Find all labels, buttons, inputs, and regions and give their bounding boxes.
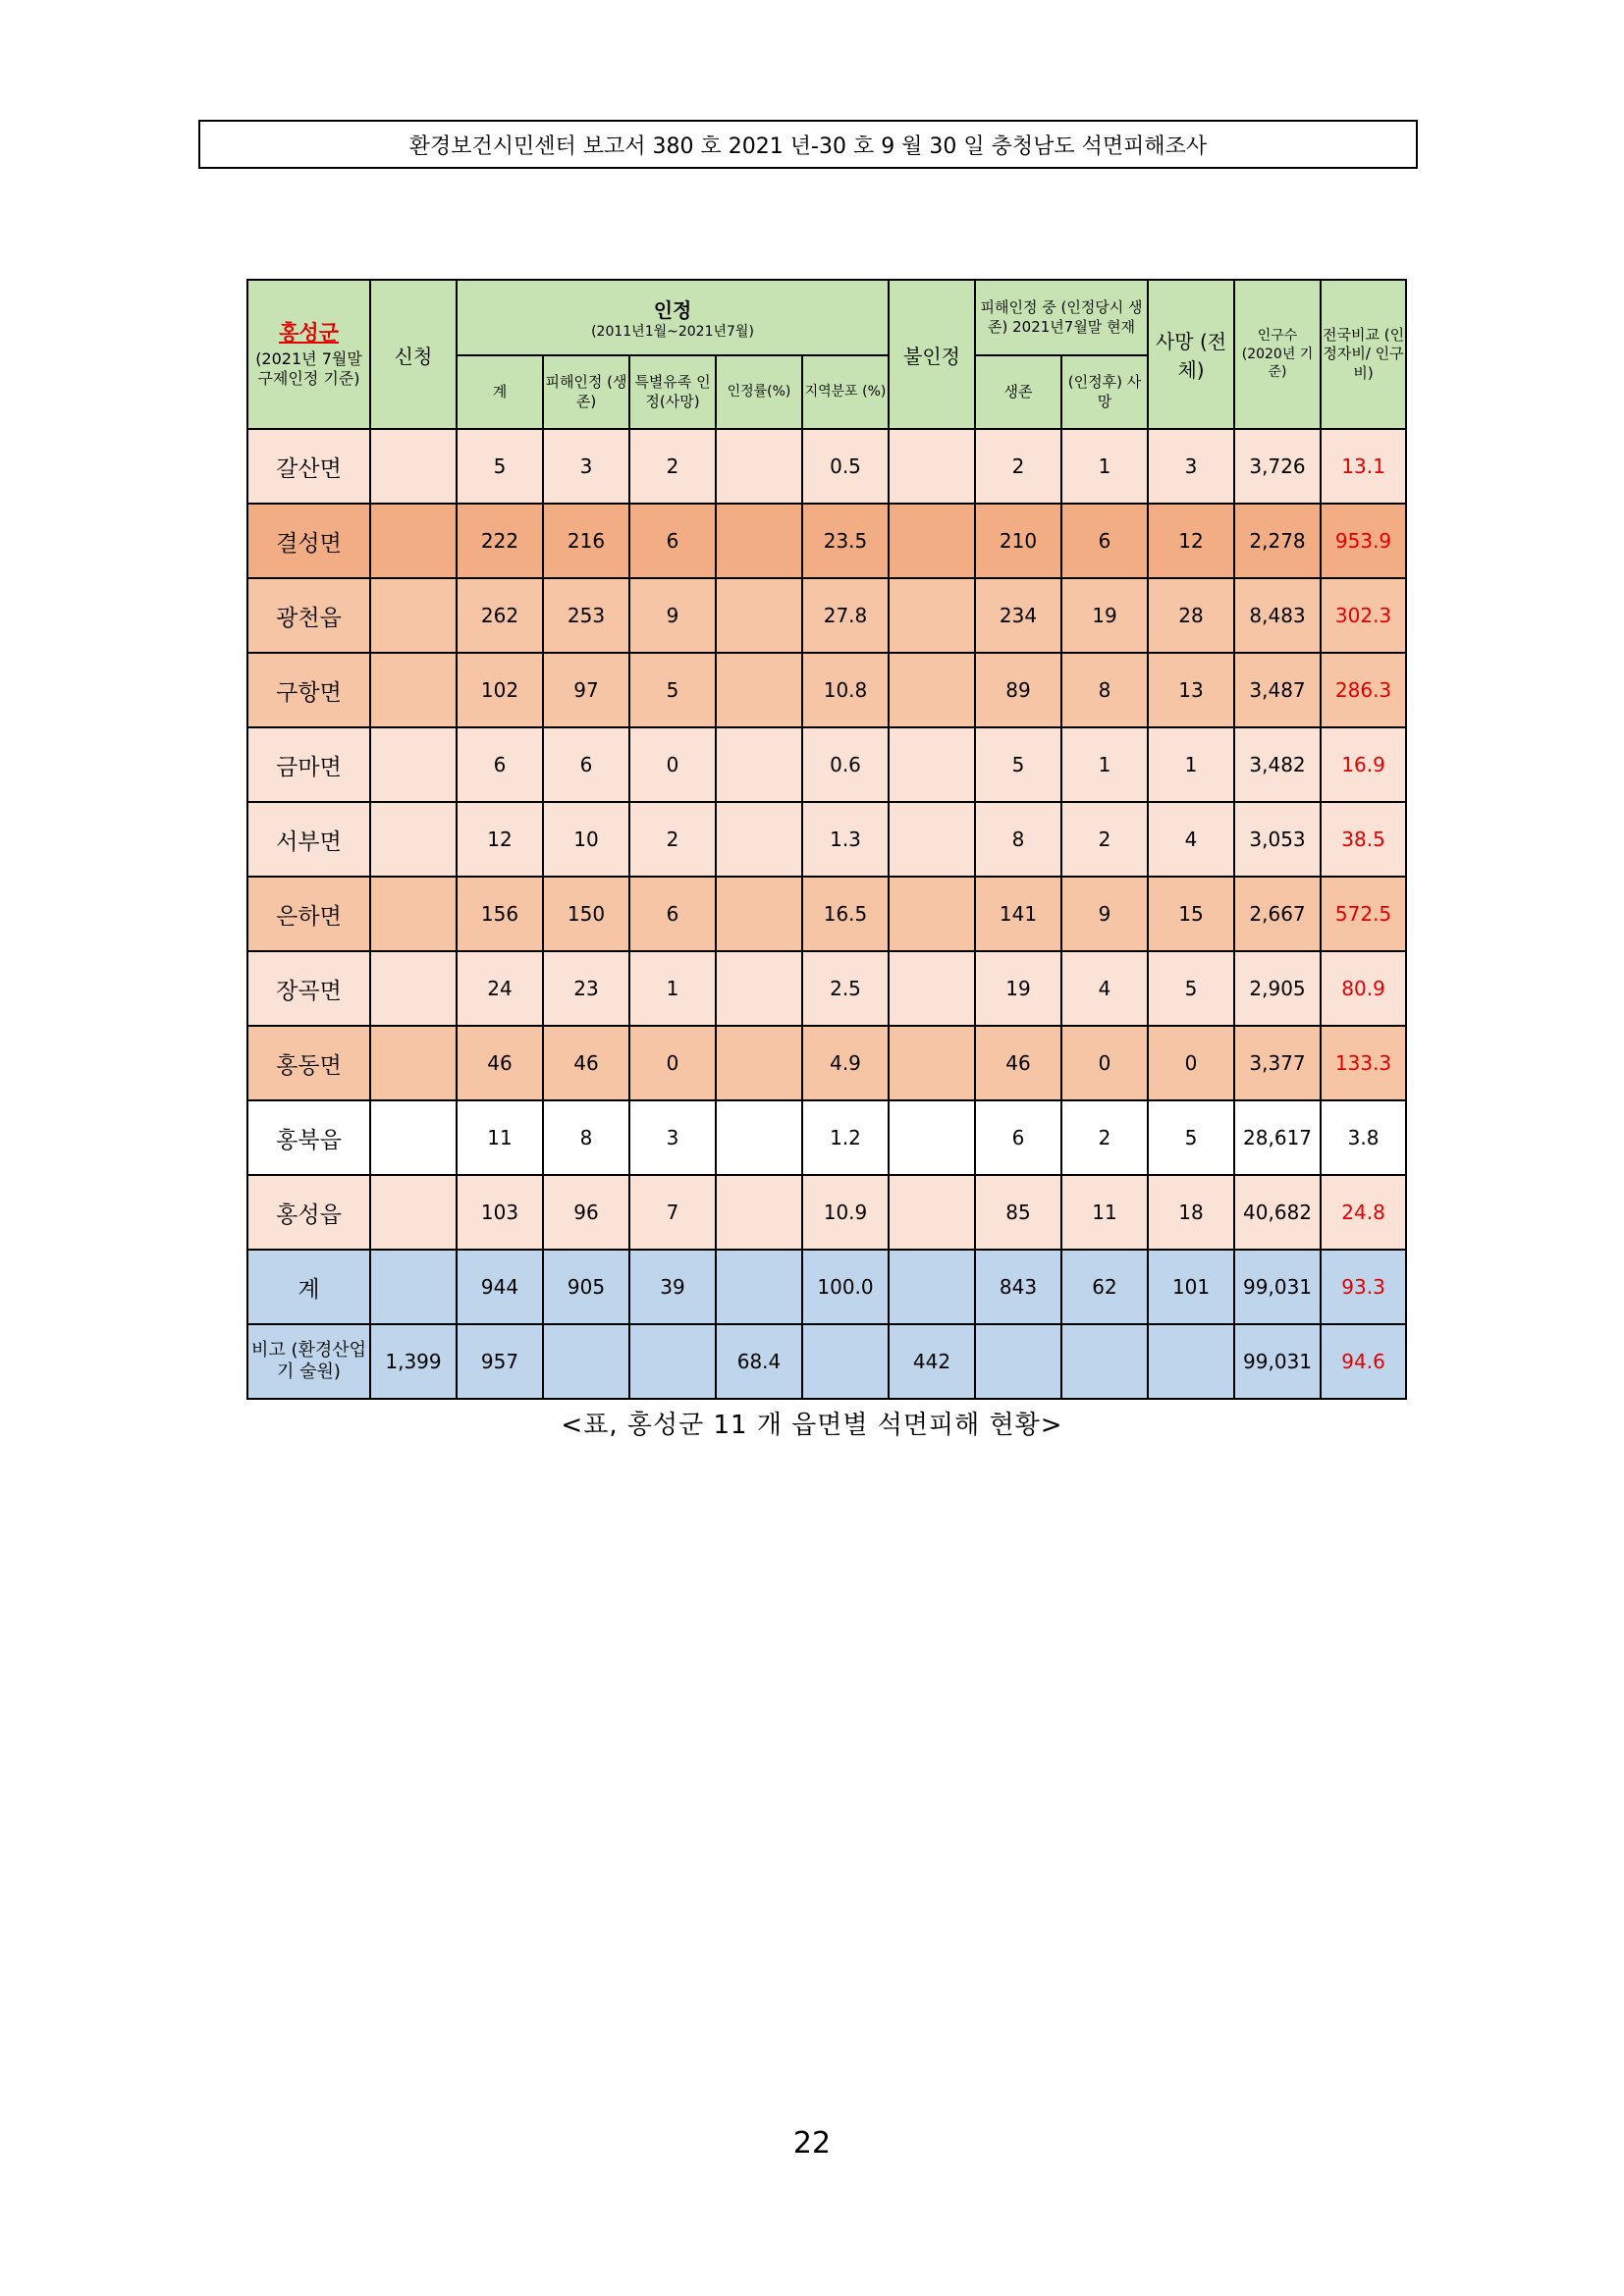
cell-rate xyxy=(716,1250,802,1324)
row-region-name: 장곡면 xyxy=(247,951,370,1026)
cell-alive: 210 xyxy=(975,504,1061,578)
cell-total: 222 xyxy=(457,504,543,578)
cell-apply xyxy=(370,578,457,653)
cell-population: 3,482 xyxy=(1234,727,1321,802)
cell-apply xyxy=(370,1175,457,1250)
cell-regional: 23.5 xyxy=(802,504,889,578)
cell-rate xyxy=(716,802,802,877)
cell-death-total: 3 xyxy=(1148,429,1234,504)
cell-death-total: 101 xyxy=(1148,1250,1234,1324)
cell-regional: 2.5 xyxy=(802,951,889,1026)
cell-denied xyxy=(889,429,975,504)
header-alive: 생존 xyxy=(975,355,1061,429)
cell-apply xyxy=(370,802,457,877)
cell-death-total: 15 xyxy=(1148,877,1234,951)
cell-death-total: 18 xyxy=(1148,1175,1234,1250)
header-denied: 불인정 xyxy=(889,280,975,429)
table-body xyxy=(247,429,1406,1399)
cell-ratio: 3.8 xyxy=(1321,1100,1406,1175)
row-region-name: 금마면 xyxy=(247,727,370,802)
cell-alive: 46 xyxy=(975,1026,1061,1100)
cell-regional xyxy=(802,1324,889,1399)
header-county: 홍성군 xyxy=(279,320,339,345)
cell-denied xyxy=(889,1250,975,1324)
cell-denied xyxy=(889,653,975,727)
cell-died-after: 6 xyxy=(1061,504,1148,578)
cell-total: 46 xyxy=(457,1026,543,1100)
cell-denied xyxy=(889,877,975,951)
cell-death-total: 5 xyxy=(1148,951,1234,1026)
header-victim: 피해인정 (생존) xyxy=(543,355,629,429)
cell-special: 9 xyxy=(629,578,716,653)
header-apply: 신청 xyxy=(370,280,457,429)
cell-special: 2 xyxy=(629,802,716,877)
cell-denied xyxy=(889,1026,975,1100)
header-current: 피해인정 중 (인정당시 생존) 2021년7월말 현재 xyxy=(975,280,1148,355)
cell-death-total: 1 xyxy=(1148,727,1234,802)
report-header-text: 환경보건시민센터 보고서 380 호 2021 년-30 호 9 월 30 일 충청남도 석면피해조사 xyxy=(408,133,1208,159)
table-row xyxy=(247,727,1406,802)
cell-died-after xyxy=(1061,1324,1148,1399)
cell-rate xyxy=(716,504,802,578)
cell-apply xyxy=(370,429,457,504)
cell-died-after: 2 xyxy=(1061,802,1148,877)
cell-denied xyxy=(889,1175,975,1250)
cell-ratio: 953.9 xyxy=(1321,504,1406,578)
cell-victim: 150 xyxy=(543,877,629,951)
header-total: 계 xyxy=(457,355,543,429)
cell-died-after: 9 xyxy=(1061,877,1148,951)
header-region xyxy=(247,280,370,429)
cell-ratio: 302.3 xyxy=(1321,578,1406,653)
row-region-name: 홍동면 xyxy=(247,1026,370,1100)
row-region-name: 서부면 xyxy=(247,802,370,877)
cell-died-after: 62 xyxy=(1061,1250,1148,1324)
cell-died-after: 4 xyxy=(1061,951,1148,1026)
cell-regional: 0.6 xyxy=(802,727,889,802)
cell-special: 39 xyxy=(629,1250,716,1324)
cell-alive: 2 xyxy=(975,429,1061,504)
table-row xyxy=(247,951,1406,1026)
report-header xyxy=(198,120,1418,169)
table-row xyxy=(247,1324,1406,1399)
cell-regional: 10.8 xyxy=(802,653,889,727)
cell-victim: 216 xyxy=(543,504,629,578)
cell-ratio: 24.8 xyxy=(1321,1175,1406,1250)
cell-total: 11 xyxy=(457,1100,543,1175)
cell-special: 1 xyxy=(629,951,716,1026)
cell-apply xyxy=(370,727,457,802)
header-region-sub: (2021년 7월말 구제인정 기준) xyxy=(255,349,362,389)
cell-special: 6 xyxy=(629,877,716,951)
cell-total: 24 xyxy=(457,951,543,1026)
cell-victim: 3 xyxy=(543,429,629,504)
cell-death-total xyxy=(1148,1324,1234,1399)
cell-apply xyxy=(370,1100,457,1175)
cell-denied: 442 xyxy=(889,1324,975,1399)
cell-special: 3 xyxy=(629,1100,716,1175)
cell-alive xyxy=(975,1324,1061,1399)
cell-denied xyxy=(889,1100,975,1175)
cell-population: 40,682 xyxy=(1234,1175,1321,1250)
cell-total: 944 xyxy=(457,1250,543,1324)
cell-victim: 10 xyxy=(543,802,629,877)
cell-rate: 68.4 xyxy=(716,1324,802,1399)
cell-alive: 8 xyxy=(975,802,1061,877)
cell-population: 3,487 xyxy=(1234,653,1321,727)
cell-apply xyxy=(370,504,457,578)
cell-special xyxy=(629,1324,716,1399)
cell-alive: 234 xyxy=(975,578,1061,653)
table-row xyxy=(247,653,1406,727)
cell-regional: 27.8 xyxy=(802,578,889,653)
cell-rate xyxy=(716,1100,802,1175)
header-recognized-period: (2011년1월~2021년7월) xyxy=(591,323,754,340)
cell-special: 7 xyxy=(629,1175,716,1250)
row-region-name: 홍성읍 xyxy=(247,1175,370,1250)
cell-total: 102 xyxy=(457,653,543,727)
cell-regional: 0.5 xyxy=(802,429,889,504)
asbestos-table-container xyxy=(246,279,1405,1400)
table-row xyxy=(247,802,1406,877)
cell-alive: 6 xyxy=(975,1100,1061,1175)
cell-total: 156 xyxy=(457,877,543,951)
row-region-name: 광천읍 xyxy=(247,578,370,653)
cell-ratio: 80.9 xyxy=(1321,951,1406,1026)
cell-total: 5 xyxy=(457,429,543,504)
cell-rate xyxy=(716,653,802,727)
cell-population: 28,617 xyxy=(1234,1100,1321,1175)
cell-total: 957 xyxy=(457,1324,543,1399)
cell-died-after: 2 xyxy=(1061,1100,1148,1175)
cell-ratio: 13.1 xyxy=(1321,429,1406,504)
cell-rate xyxy=(716,877,802,951)
cell-ratio: 16.9 xyxy=(1321,727,1406,802)
table-row xyxy=(247,578,1406,653)
cell-apply: 1,399 xyxy=(370,1324,457,1399)
cell-victim xyxy=(543,1324,629,1399)
cell-apply xyxy=(370,951,457,1026)
table-row xyxy=(247,429,1406,504)
cell-rate xyxy=(716,578,802,653)
cell-regional: 10.9 xyxy=(802,1175,889,1250)
header-rate: 인정률(%) xyxy=(716,355,802,429)
cell-died-after: 8 xyxy=(1061,653,1148,727)
cell-population: 99,031 xyxy=(1234,1250,1321,1324)
header-special: 특별유족 인정(사망) xyxy=(629,355,716,429)
cell-rate xyxy=(716,1026,802,1100)
cell-total: 12 xyxy=(457,802,543,877)
cell-victim: 46 xyxy=(543,1026,629,1100)
header-recognized: 인정 xyxy=(653,297,692,322)
cell-victim: 97 xyxy=(543,653,629,727)
cell-population: 99,031 xyxy=(1234,1324,1321,1399)
cell-alive: 19 xyxy=(975,951,1061,1026)
cell-population: 2,278 xyxy=(1234,504,1321,578)
cell-death-total: 5 xyxy=(1148,1100,1234,1175)
table-row xyxy=(247,1100,1406,1175)
cell-ratio: 93.3 xyxy=(1321,1250,1406,1324)
cell-denied xyxy=(889,802,975,877)
cell-alive: 85 xyxy=(975,1175,1061,1250)
row-region-name: 갈산면 xyxy=(247,429,370,504)
cell-apply xyxy=(370,877,457,951)
cell-ratio: 38.5 xyxy=(1321,802,1406,877)
row-region-name: 결성면 xyxy=(247,504,370,578)
row-region-name: 비고 (환경산업기 술원) xyxy=(247,1324,370,1399)
cell-died-after: 1 xyxy=(1061,727,1148,802)
cell-special: 6 xyxy=(629,504,716,578)
cell-regional: 4.9 xyxy=(802,1026,889,1100)
cell-denied xyxy=(889,504,975,578)
cell-alive: 89 xyxy=(975,653,1061,727)
cell-alive: 843 xyxy=(975,1250,1061,1324)
cell-rate xyxy=(716,1175,802,1250)
cell-death-total: 0 xyxy=(1148,1026,1234,1100)
cell-death-total: 12 xyxy=(1148,504,1234,578)
row-region-name: 홍북읍 xyxy=(247,1100,370,1175)
header-recognized-group xyxy=(457,280,889,355)
cell-total: 262 xyxy=(457,578,543,653)
cell-death-total: 13 xyxy=(1148,653,1234,727)
table-row xyxy=(247,1250,1406,1324)
cell-ratio: 133.3 xyxy=(1321,1026,1406,1100)
cell-died-after: 19 xyxy=(1061,578,1148,653)
cell-total: 6 xyxy=(457,727,543,802)
cell-population: 3,726 xyxy=(1234,429,1321,504)
header-population: 인구수 (2020년 기준) xyxy=(1234,280,1321,429)
cell-victim: 8 xyxy=(543,1100,629,1175)
cell-victim: 96 xyxy=(543,1175,629,1250)
cell-regional: 1.3 xyxy=(802,802,889,877)
cell-rate xyxy=(716,727,802,802)
cell-apply xyxy=(370,653,457,727)
cell-death-total: 4 xyxy=(1148,802,1234,877)
cell-population: 2,667 xyxy=(1234,877,1321,951)
cell-special: 0 xyxy=(629,727,716,802)
row-region-name: 구항면 xyxy=(247,653,370,727)
cell-ratio: 286.3 xyxy=(1321,653,1406,727)
cell-regional: 100.0 xyxy=(802,1250,889,1324)
cell-rate xyxy=(716,429,802,504)
cell-ratio: 572.5 xyxy=(1321,877,1406,951)
table-row xyxy=(247,1175,1406,1250)
header-regional: 지역분포 (%) xyxy=(802,355,889,429)
table-row xyxy=(247,877,1406,951)
cell-apply xyxy=(370,1026,457,1100)
asbestos-damage-table xyxy=(246,279,1407,1400)
cell-victim: 253 xyxy=(543,578,629,653)
cell-special: 2 xyxy=(629,429,716,504)
cell-death-total: 28 xyxy=(1148,578,1234,653)
table-row xyxy=(247,504,1406,578)
cell-died-after: 1 xyxy=(1061,429,1148,504)
page-number: 22 xyxy=(792,2126,832,2161)
row-region-name: 계 xyxy=(247,1250,370,1324)
cell-victim: 905 xyxy=(543,1250,629,1324)
cell-victim: 6 xyxy=(543,727,629,802)
cell-regional: 16.5 xyxy=(802,877,889,951)
header-national: 전국비교 (인정자비/ 인구비) xyxy=(1321,280,1406,429)
row-region-name: 은하면 xyxy=(247,877,370,951)
cell-alive: 5 xyxy=(975,727,1061,802)
cell-denied xyxy=(889,578,975,653)
header-death-total: 사망 (전체) xyxy=(1148,280,1234,429)
cell-died-after: 0 xyxy=(1061,1026,1148,1100)
cell-special: 0 xyxy=(629,1026,716,1100)
cell-denied xyxy=(889,727,975,802)
cell-special: 5 xyxy=(629,653,716,727)
cell-alive: 141 xyxy=(975,877,1061,951)
cell-victim: 23 xyxy=(543,951,629,1026)
cell-apply xyxy=(370,1250,457,1324)
cell-rate xyxy=(716,951,802,1026)
cell-population: 2,905 xyxy=(1234,951,1321,1026)
cell-ratio: 94.6 xyxy=(1321,1324,1406,1399)
cell-regional: 1.2 xyxy=(802,1100,889,1175)
cell-denied xyxy=(889,951,975,1026)
cell-total: 103 xyxy=(457,1175,543,1250)
cell-died-after: 11 xyxy=(1061,1175,1148,1250)
header-died-after: (인정후) 사망 xyxy=(1061,355,1148,429)
table-caption: <표, 홍성군 11 개 읍면별 석면피해 현황> xyxy=(561,1411,1063,1440)
cell-population: 3,377 xyxy=(1234,1026,1321,1100)
table-row xyxy=(247,1026,1406,1100)
cell-population: 3,053 xyxy=(1234,802,1321,877)
cell-population: 8,483 xyxy=(1234,578,1321,653)
table-header xyxy=(247,280,1406,429)
